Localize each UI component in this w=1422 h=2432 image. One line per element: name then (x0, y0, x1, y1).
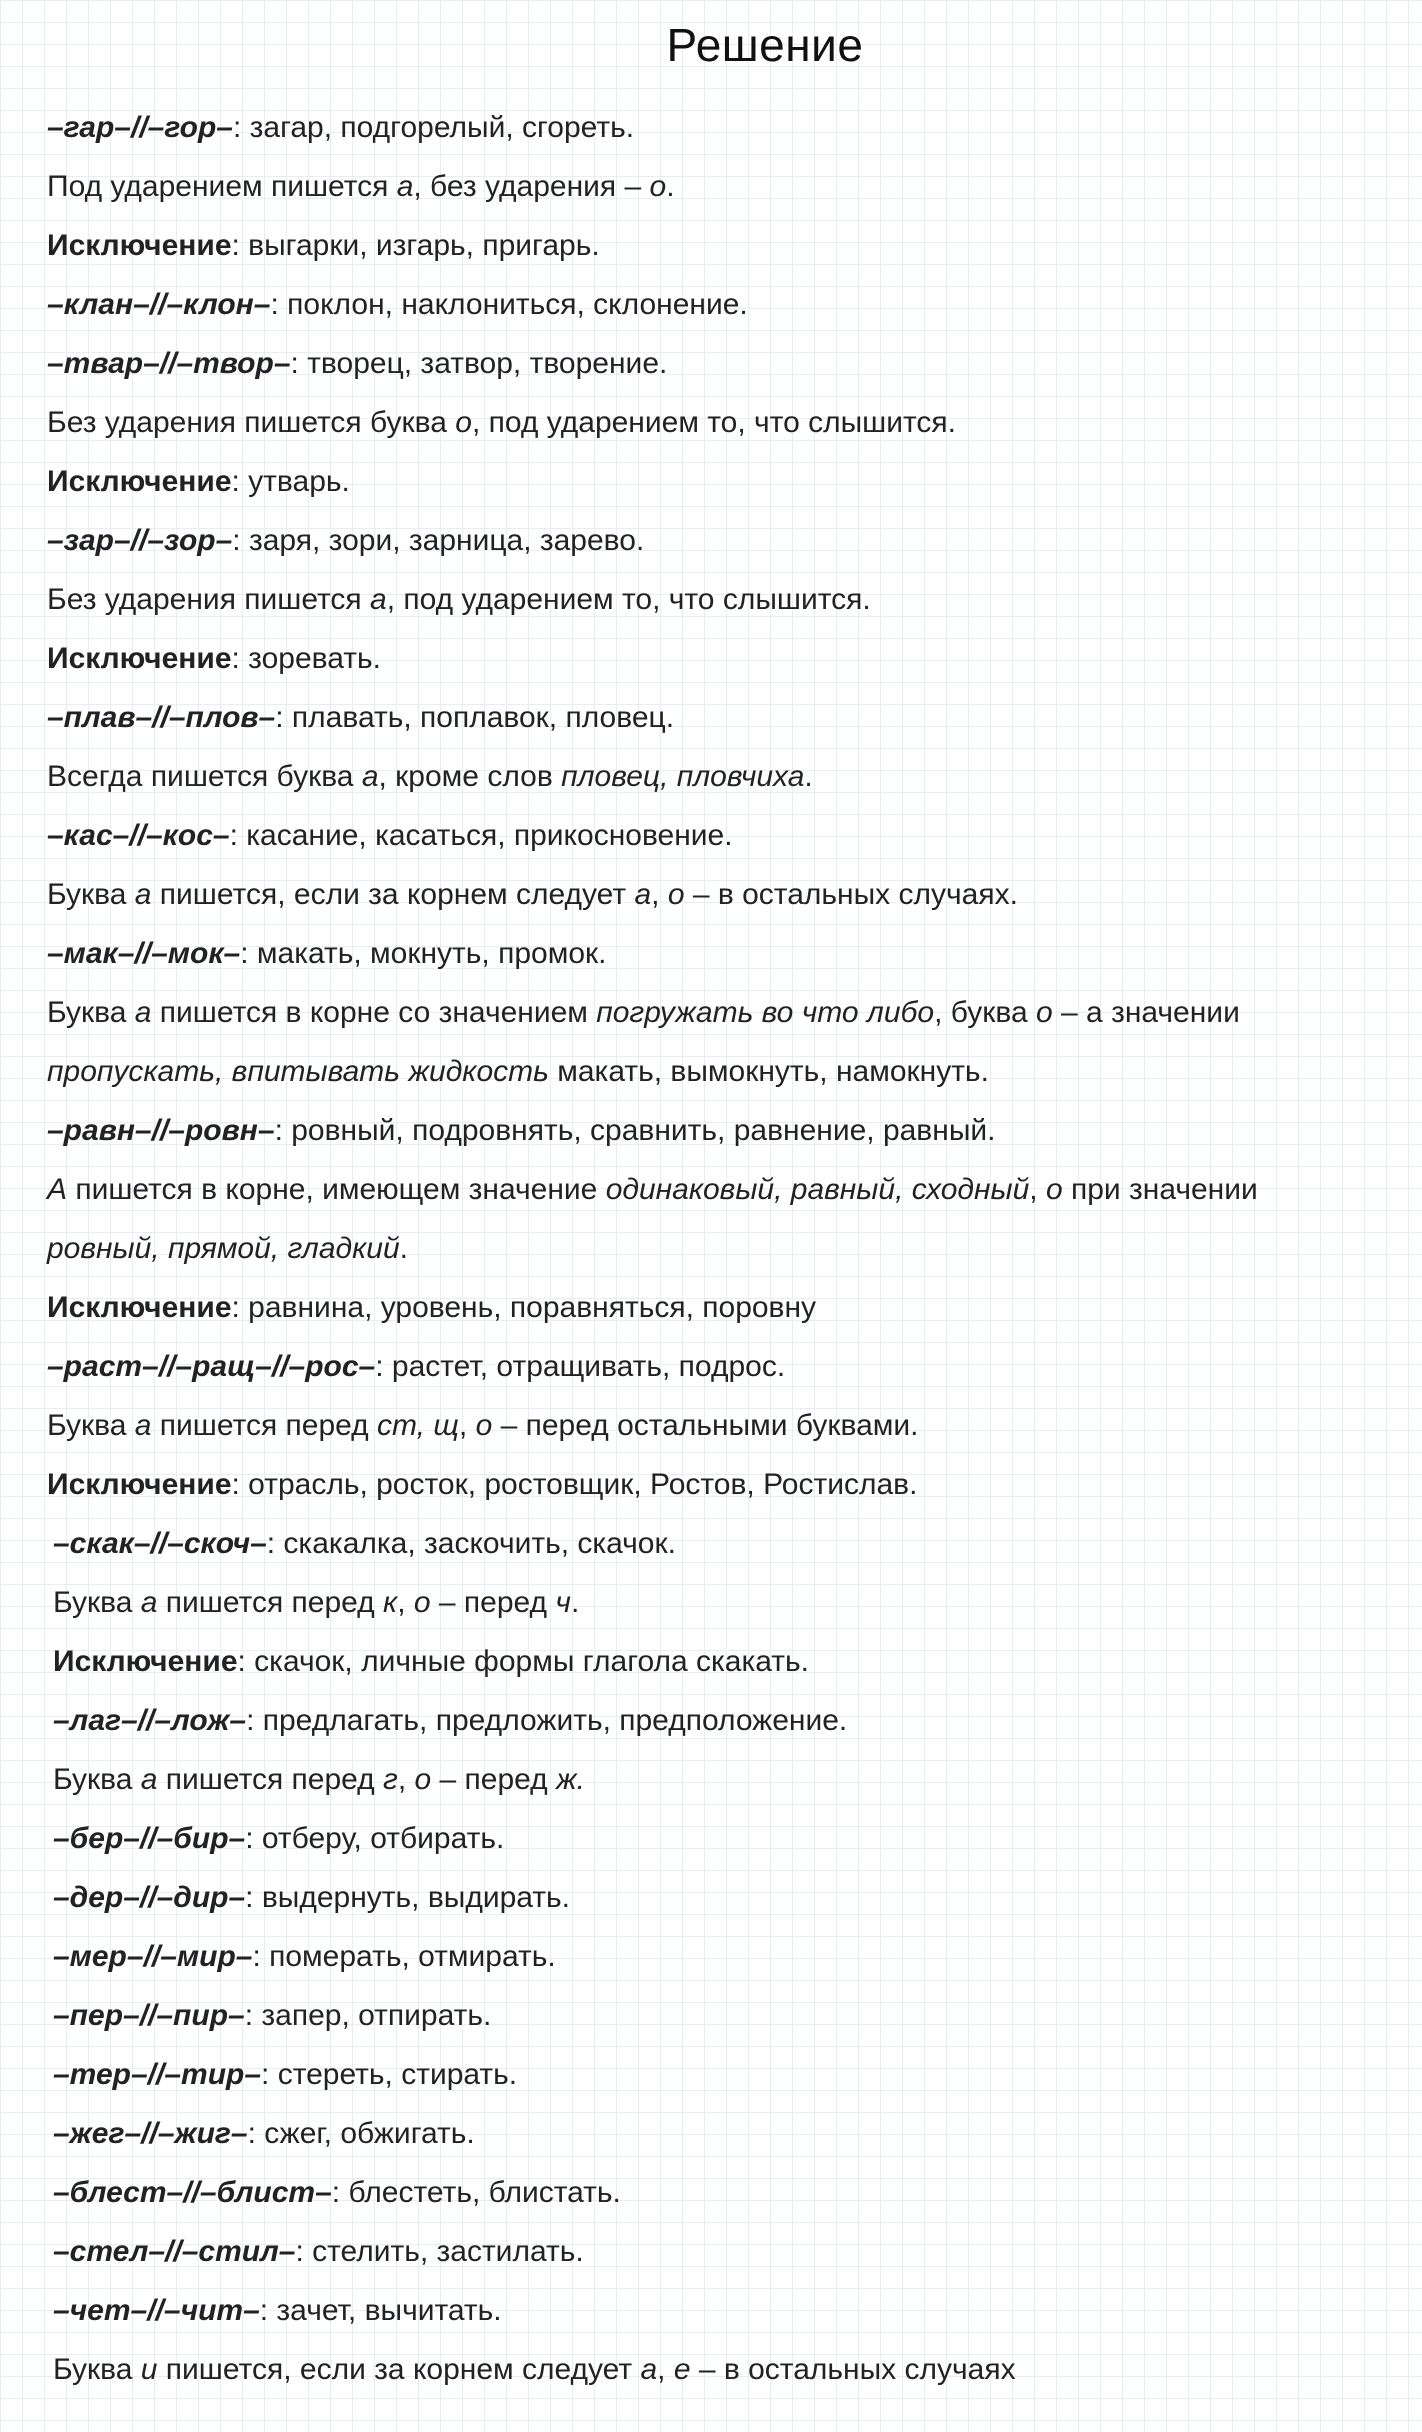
text-segment: : блестеть, блистать. (331, 2176, 621, 2209)
text-line (47, 2163, 1397, 2222)
text-segment: а (634, 878, 652, 911)
text-segment: а (640, 2353, 658, 2386)
text-segment: : отберу, отбирать. (245, 1822, 505, 1855)
text-line (47, 334, 1397, 393)
text-segment: Без ударения пишется (47, 583, 371, 616)
text-segment: о (413, 1586, 431, 1619)
root-pair: –блест–//–блист– (53, 2176, 332, 2209)
text-segment: е (673, 2353, 691, 2386)
text-segment: , (1029, 1173, 1046, 1206)
text-line (47, 924, 1397, 983)
text-segment: – перед (430, 1586, 556, 1619)
text-segment: пишется перед (151, 1409, 378, 1442)
text-segment: пишется в корне со значением (151, 996, 597, 1029)
text-segment: о (455, 406, 472, 439)
text-segment: – перед остальными буквами. (492, 1409, 919, 1442)
root-pair: –жег–//–жиг– (53, 2117, 248, 2150)
text-segment: : стелить, застилать. (295, 2235, 584, 2268)
text-line (47, 1750, 1397, 1809)
text-segment: пишется, если за корнем следует (157, 2353, 641, 2386)
text-segment: , (397, 1586, 414, 1619)
text-line (47, 1927, 1397, 1986)
text-line (47, 2281, 1397, 2340)
text-segment: Буква (47, 878, 135, 911)
text-line (47, 216, 1397, 275)
text-segment: : сжег, обжигать. (247, 2117, 475, 2150)
root-pair: –плав–//–плов– (47, 701, 276, 734)
text-segment: Буква (53, 2353, 141, 2386)
text-segment: : касание, касаться, прикосновение. (229, 819, 733, 852)
exception-label: Исключение (47, 1468, 232, 1501)
text-segment: , буква (934, 996, 1037, 1029)
text-line (47, 98, 1397, 157)
text-segment: , под ударением то, что слышится. (386, 583, 871, 616)
text-segment: Буква (53, 1763, 141, 1796)
text-segment: : поклон, наклониться, склонение. (270, 288, 748, 321)
exception-label: Исключение (47, 229, 232, 262)
text-line (47, 570, 1397, 629)
text-segment: к (383, 1586, 398, 1619)
text-segment: : творец, затвор, творение. (290, 347, 668, 380)
text-segment: : зачет, вычитать. (259, 2294, 502, 2327)
text-segment: . (399, 1232, 408, 1265)
text-segment: : плавать, поплавок, пловец. (275, 701, 675, 734)
text-segment: Буква (53, 1586, 141, 1619)
text-segment: Буква (47, 996, 135, 1029)
text-segment: пишется в корне, имеющем значение (67, 1173, 606, 1206)
text-segment: – в остальных случаях. (684, 878, 1018, 911)
text-segment: о (475, 1409, 493, 1442)
text-segment: : выгарки, изгарь, пригарь. (231, 229, 600, 262)
text-segment: о (414, 1763, 432, 1796)
root-pair: –гар–//–гор– (47, 111, 233, 144)
text-segment: о (1045, 1173, 1063, 1206)
text-segment: : отрасль, росток, ростовщик, Ростов, Ростислав. (231, 1468, 918, 1501)
text-segment: , (657, 2353, 674, 2386)
exception-label: Исключение (53, 1645, 238, 1678)
text-segment: Всегда пишется буква (47, 760, 362, 793)
text-segment: а (134, 1409, 152, 1442)
text-segment: : выдернуть, выдирать. (245, 1881, 571, 1914)
text-segment: погружать во что либо (596, 996, 935, 1029)
text-segment: . (804, 760, 813, 793)
root-pair: –стел–//–стил– (53, 2235, 296, 2268)
text-segment: пишется, если за корнем следует (151, 878, 635, 911)
text-line (47, 1160, 1397, 1219)
text-segment: и (140, 2353, 158, 2386)
root-pair: –тер–//–тир– (53, 2058, 262, 2091)
text-line (47, 452, 1397, 511)
text-line (47, 1573, 1397, 1632)
text-segment: – в остальных случаях (690, 2353, 1016, 2386)
text-segment: ж. (556, 1763, 586, 1796)
text-line (47, 1396, 1397, 1455)
root-pair: –кас–//–кос– (47, 819, 230, 852)
text-segment: а (396, 170, 414, 203)
text-segment: ч (555, 1586, 571, 1619)
root-pair: –скак–//–скоч– (53, 1527, 267, 1560)
root-pair: –бер–//–бир– (53, 1822, 246, 1855)
text-segment: о (1036, 996, 1053, 1029)
text-segment: : заря, зори, зарница, зарево. (232, 524, 645, 557)
text-segment: при значении (1062, 1173, 1258, 1206)
text-line (47, 865, 1397, 924)
text-line (47, 157, 1397, 216)
root-pair: –мак–//–мок– (47, 937, 241, 970)
text-line (47, 688, 1397, 747)
text-segment: Буква (47, 1409, 135, 1442)
root-pair: –пер–//–пир– (53, 1999, 245, 2032)
text-segment: : скакалка, заскочить, скачок. (266, 1527, 676, 1560)
text-segment: А (47, 1173, 68, 1206)
text-segment: а (140, 1586, 158, 1619)
text-segment: , (397, 1763, 415, 1796)
text-line (47, 1337, 1397, 1396)
root-pair: –раст–//–ращ–//–рос– (47, 1350, 376, 1383)
text-segment: о (667, 878, 685, 911)
text-line (47, 1632, 1397, 1691)
text-line (47, 393, 1397, 452)
text-line (47, 511, 1397, 570)
root-pair: –лаг–//–лож– (53, 1704, 247, 1737)
text-segment: макать, вымокнуть, намокнуть. (548, 1055, 989, 1088)
root-pair: –равн–//–ровн– (47, 1114, 275, 1147)
text-segment: одинаковый, равный, сходный (605, 1173, 1030, 1206)
text-line (47, 2045, 1397, 2104)
text-segment: – а значении (1052, 996, 1240, 1029)
text-segment: : загар, подгорелый, сгореть. (232, 111, 635, 144)
text-segment: пишется перед (157, 1763, 384, 1796)
text-segment: а (370, 583, 387, 616)
root-pair: –твар–//–твор– (47, 347, 291, 380)
text-line (47, 1514, 1397, 1573)
text-line (47, 2104, 1397, 2163)
text-segment: : растет, отращивать, подрос. (375, 1350, 786, 1383)
text-segment: : запер, отпирать. (244, 1999, 492, 2032)
text-segment: . (666, 170, 675, 203)
solution-text (47, 98, 1397, 2399)
text-line (47, 1042, 1397, 1101)
root-pair: –чет–//–чит– (53, 2294, 260, 2327)
text-line (47, 1868, 1397, 1927)
text-segment: : макать, мокнуть, промок. (240, 937, 607, 970)
root-pair: –зар–//–зор– (47, 524, 233, 557)
text-segment: , под ударением то, что слышится. (471, 406, 956, 439)
root-pair: –клан–//–клон– (47, 288, 271, 321)
exception-label: Исключение (47, 465, 232, 498)
text-line (47, 275, 1397, 334)
text-segment: , без ударения – (413, 170, 650, 203)
text-segment: : ровный, подровнять, сравнить, равнение, равный. (274, 1114, 996, 1147)
text-segment: . (570, 1586, 580, 1619)
text-segment: : стереть, стирать. (261, 2058, 518, 2091)
exception-label: Исключение (47, 642, 232, 675)
text-segment: пишется перед (157, 1586, 384, 1619)
text-segment: , (458, 1409, 476, 1442)
text-line (47, 983, 1397, 1042)
text-segment: , кроме слов (378, 760, 562, 793)
text-segment: ровный, прямой, гладкий (47, 1232, 400, 1265)
text-segment: Без ударения пишется буква (47, 406, 456, 439)
text-line (47, 1278, 1397, 1337)
text-line (47, 2340, 1397, 2399)
text-line (47, 1691, 1397, 1750)
text-segment: : скачок, личные формы глагола скакать. (237, 1645, 810, 1678)
text-segment: Под ударением пишется (47, 170, 397, 203)
text-segment: г (383, 1763, 398, 1796)
text-segment: , (651, 878, 668, 911)
text-line (47, 747, 1397, 806)
text-segment: а (134, 996, 152, 1029)
text-line (47, 1455, 1397, 1514)
text-segment: а (134, 878, 152, 911)
text-segment: : утварь. (231, 465, 350, 498)
text-segment: а (140, 1763, 158, 1796)
text-segment: : предлагать, предложить, предположение. (246, 1704, 848, 1737)
text-segment: о (649, 170, 667, 203)
text-segment: пропускать, впитывать жидкость (47, 1055, 549, 1088)
text-segment: : равнина, уровень, поравняться, поровну (231, 1291, 817, 1324)
page-title: Решение (666, 19, 864, 71)
text-line (47, 1101, 1397, 1160)
text-line (47, 2222, 1397, 2281)
text-segment: : зоревать. (231, 642, 381, 675)
text-segment: ст, щ (377, 1409, 459, 1442)
text-line (47, 1809, 1397, 1868)
text-segment: : померать, отмирать. (252, 1940, 556, 1973)
exception-label: Исключение (47, 1291, 232, 1324)
text-line (47, 806, 1397, 865)
text-line (47, 1986, 1397, 2045)
text-line (47, 1219, 1397, 1278)
text-segment: пловец, пловчиха (561, 760, 805, 793)
root-pair: –мер–//–мир– (53, 1940, 253, 1973)
text-line (47, 629, 1397, 688)
text-segment: а (361, 760, 379, 793)
root-pair: –дер–//–дир– (53, 1881, 246, 1914)
text-segment: – перед (431, 1763, 557, 1796)
